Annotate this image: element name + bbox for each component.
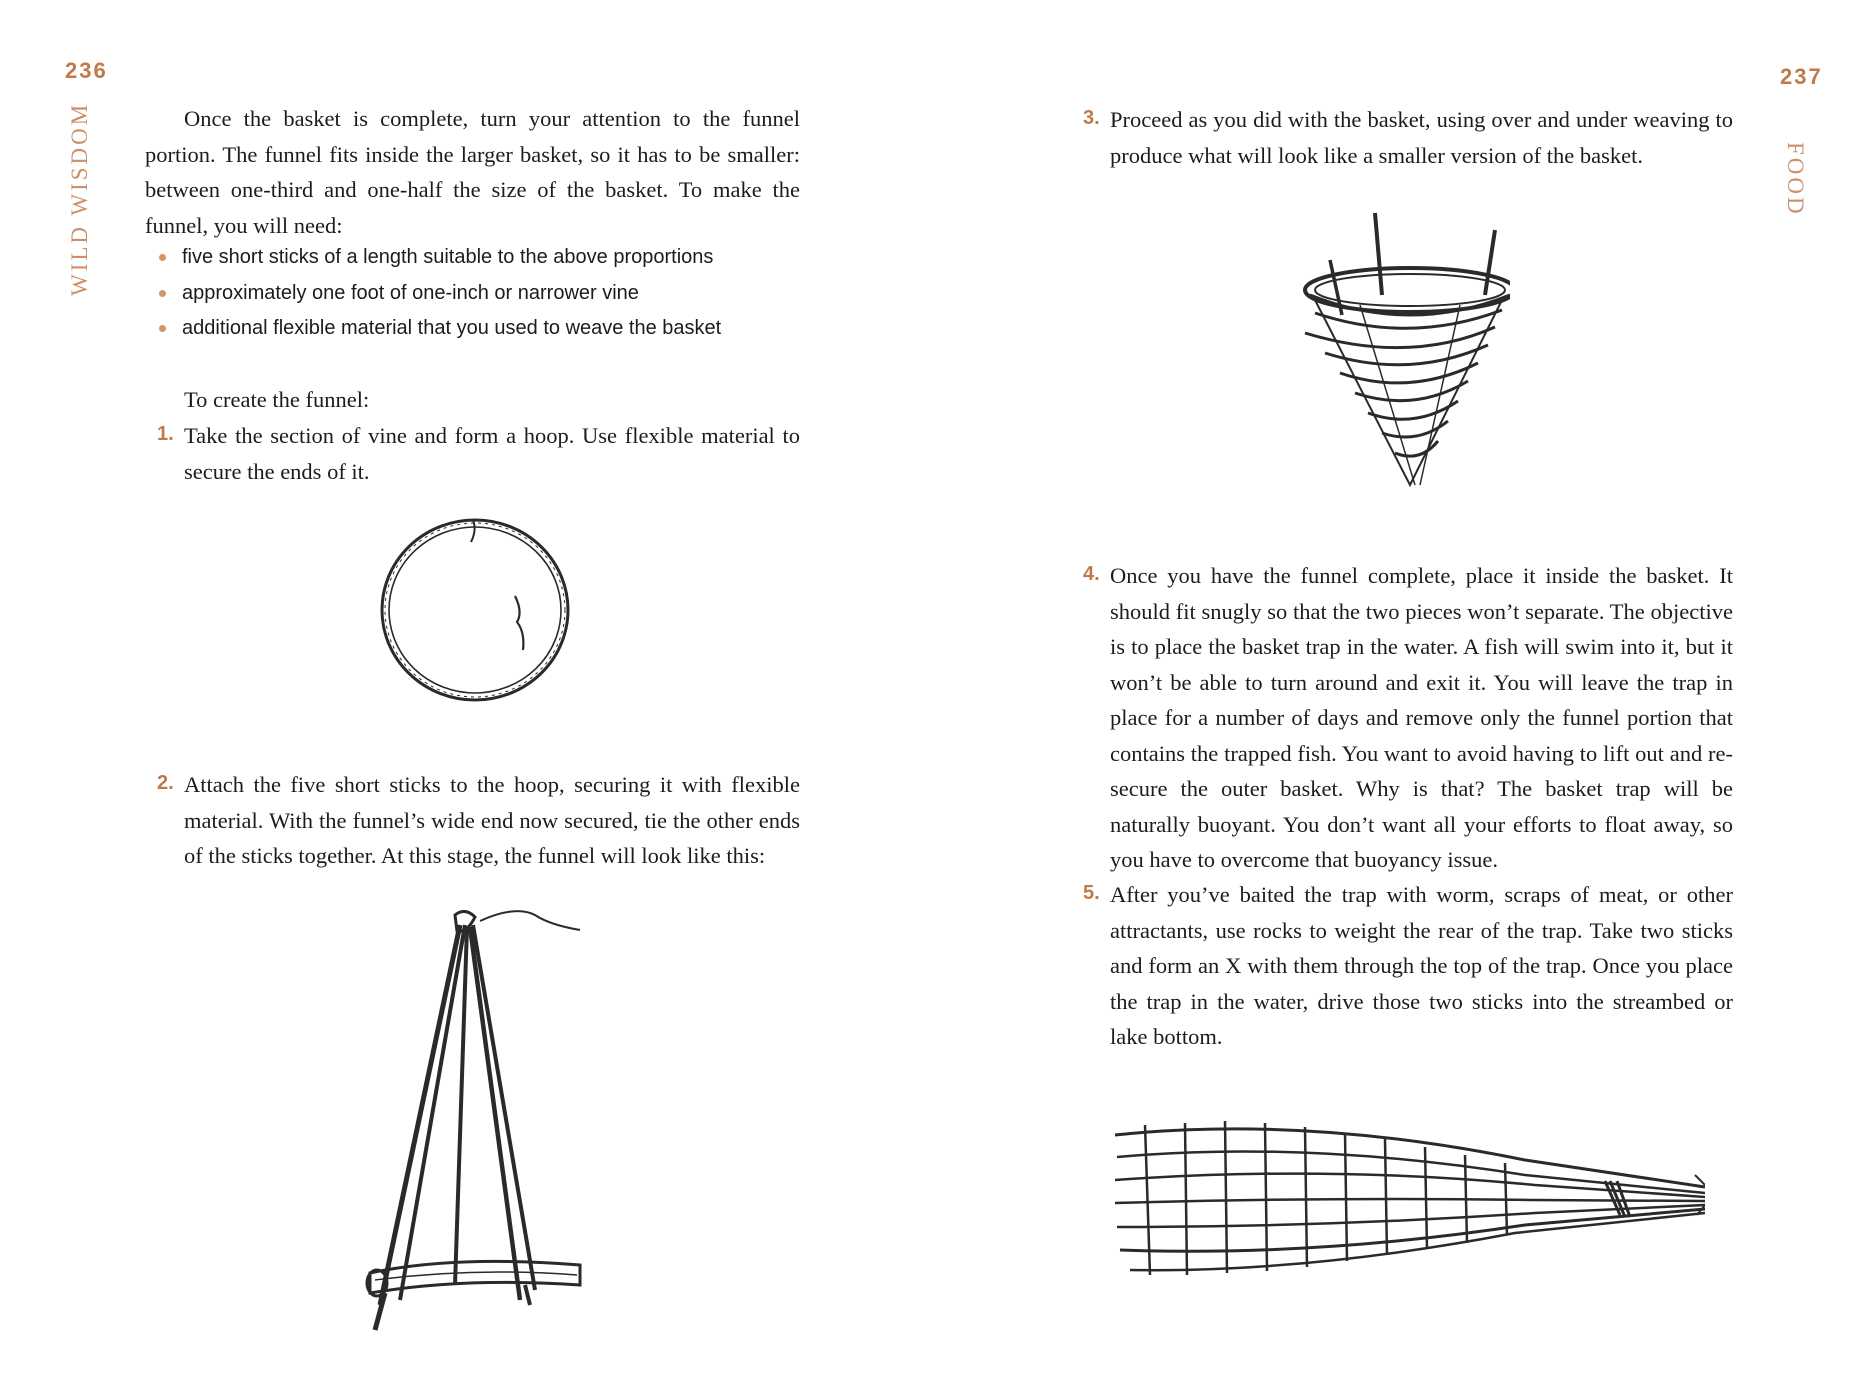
step-text: After you’ve baited the trap with worm, scraps of meat, or other attractants, use rocks to weight the rear of the trap. Take two sticks and form an X with them through the top of the trap. Once you place the trap in the water, drive those two sticks into the streambed or lake bottom. [1110, 882, 1733, 1049]
stick-frame-funnel-illustration [355, 905, 595, 1335]
step-3 [1083, 102, 1733, 173]
materials-item: approximately one foot of one-inch or narrower vine [155, 276, 795, 312]
step-2 [157, 767, 800, 874]
bullet-dot-icon [159, 325, 166, 332]
step-text: Take the section of vine and form a hoop. Use flexible material to secure the ends of it. [184, 423, 800, 484]
step-text: Once you have the funnel complete, place it inside the basket. It should fit snugly so that the two pieces won’t separate. The objective is to place the basket trap in the water. A fish will swim into it, but it won’t be able to turn around and exit it. You will leave the trap in place for a number of days and remove only the funnel portion that contains the trapped fish. You want to avoid having to lift out and re-secure the outer basket. Why is that? The basket trap will be naturally buoyant. You don’t want all your efforts to float away, so you have to overcome that buoyancy issue. [1110, 563, 1733, 872]
step-number: 1. [157, 423, 174, 445]
step-number: 2. [157, 772, 174, 794]
materials-item: additional flexible material that you used to weave the basket [155, 311, 795, 347]
left-running-head: WILD WISDOM [67, 101, 92, 296]
lead-in: To create the funnel: [184, 387, 370, 412]
materials-item: five short sticks of a length suitable to the above proportions [155, 240, 795, 276]
step-number: 4. [1083, 563, 1100, 585]
left-page-number: 236 [65, 58, 108, 83]
step-text: Attach the five short sticks to the hoop, securing it with flexible material. With the funnel’s wide end now secured, tie the other ends of the sticks together. At this stage, the funnel will look like this: [184, 772, 800, 868]
step-text: Proceed as you did with the basket, using over and under weaving to produce what will look like a smaller version of the basket. [1110, 107, 1733, 168]
step-5 [1083, 877, 1733, 1055]
basket-trap-illustration [1105, 1105, 1705, 1285]
step-1 [157, 418, 800, 489]
step-number: 5. [1083, 882, 1100, 904]
right-page-number: 237 [1780, 64, 1823, 89]
step-4 [1083, 558, 1733, 878]
intro-paragraph [145, 101, 800, 243]
materials-list [155, 240, 795, 347]
woven-funnel-illustration [1270, 205, 1510, 495]
bullet-dot-icon [159, 254, 166, 261]
intro-text: Once the basket is complete, turn your attention to the funnel portion. The funnel fits inside the larger basket, so it has to be smaller: between one-third and one-half the size of the basket. To make the funnel, you will need: [145, 106, 800, 238]
bullet-dot-icon [159, 290, 166, 297]
right-running-head: FOOD [1783, 142, 1808, 217]
vine-hoop-illustration [365, 500, 585, 720]
step-number: 3. [1083, 107, 1100, 129]
